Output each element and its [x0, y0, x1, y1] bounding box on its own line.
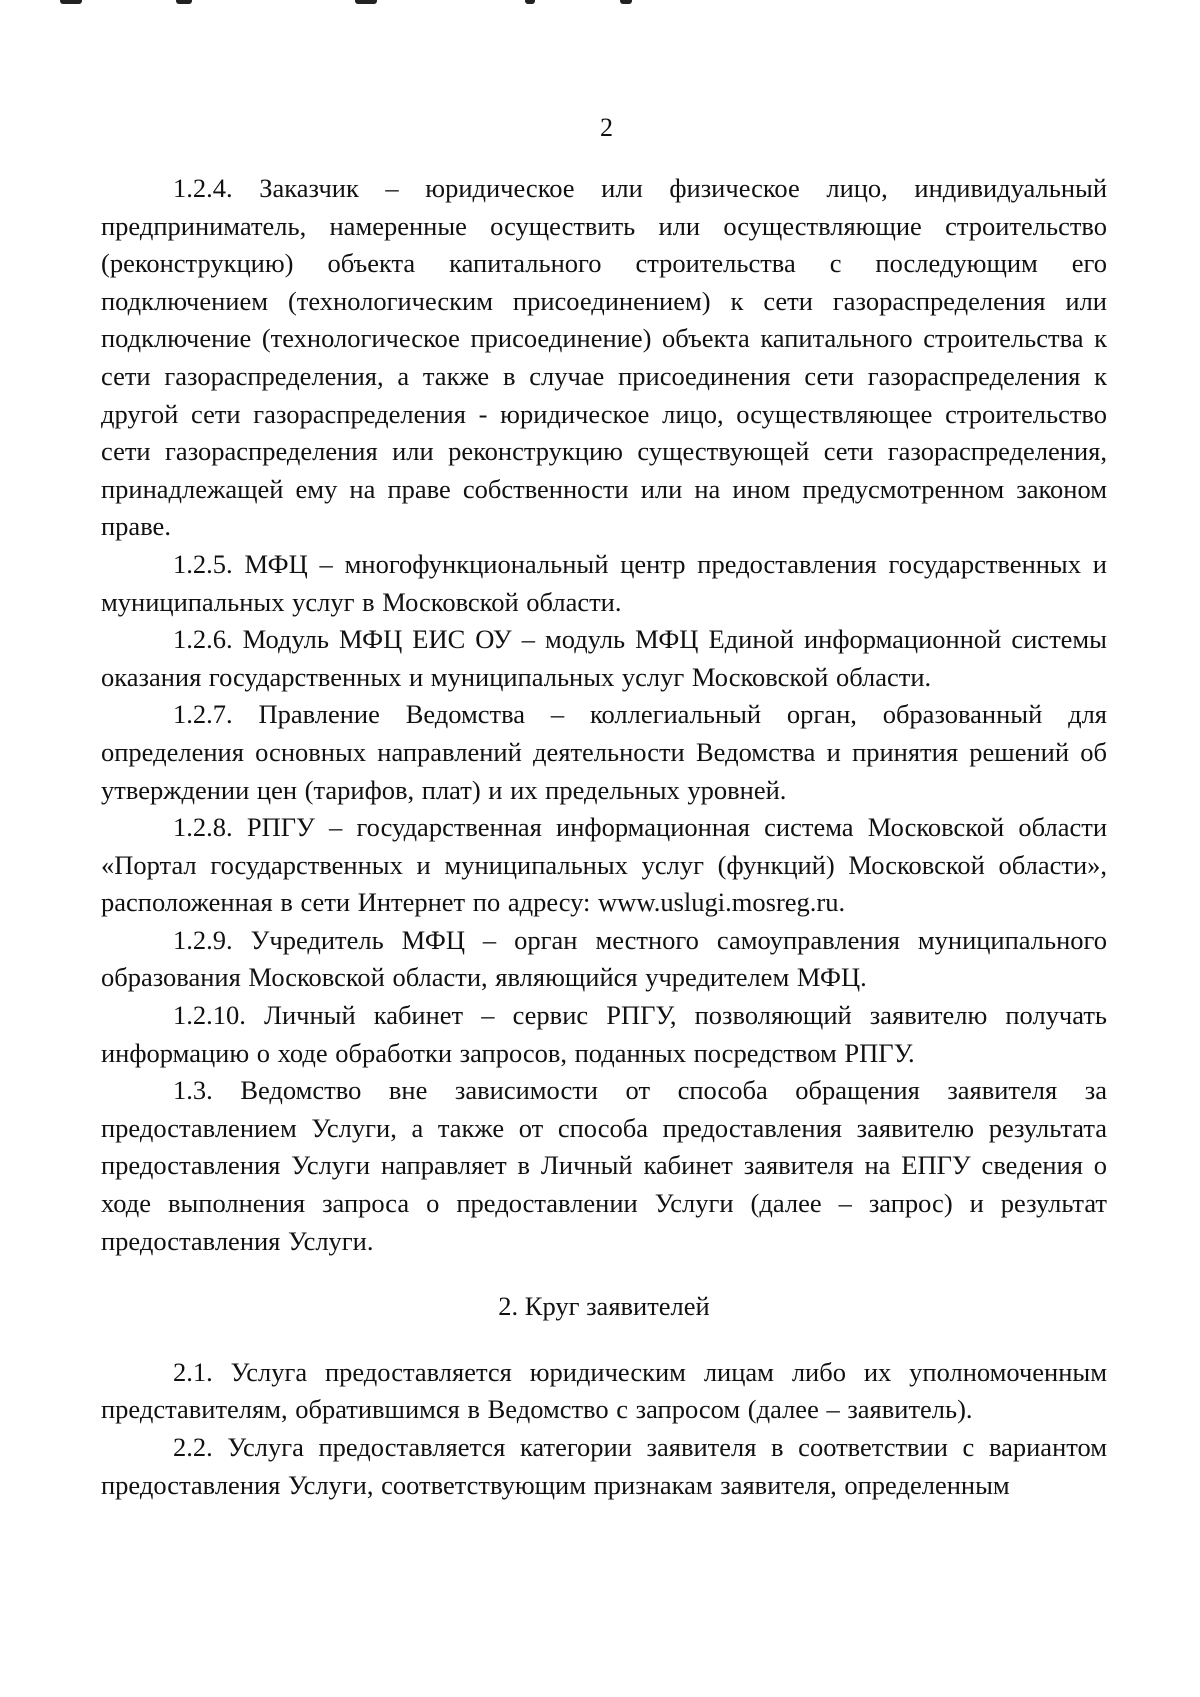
paragraph-1-2-10: 1.2.10. Личный кабинет – сервис РПГУ, позволяющий заявителю получать информацию о ходе обработки запросов, поданных посредством РПГУ. — [101, 1000, 1107, 1068]
paragraph-1-2-9: 1.2.9. Учредитель МФЦ – орган местного самоуправления муниципального образования Московской области, являющийся учредителем МФЦ. — [101, 924, 1107, 993]
paragraph-1-2-4: 1.2.4. Заказчик – юридическое или физическое лицо, индивидуальный предприниматель, намеренные осуществить или осуществляющие строительство (реконструкцию) объекта капитального строительства с последующим его подключением (технологическим присоединением) к сети газораспределения или подключение (технологическое присоединение) объекта капитального строительства к сети газораспределения, а также в случае присоединения сети газораспределения к другой сети газораспределения - юридическое лицо, осуществляющее строительство сети газораспределения или реконструкцию существующей сети газораспределения, принадлежащей ему на праве собственности или на ином предусмотренном законом праве. — [101, 173, 1107, 542]
paragraph-1-2-5: 1.2.5. МФЦ – многофункциональный центр предоставления государственных и муниципальных услуг в Московской области. — [101, 548, 1107, 617]
page-number: 2 — [600, 113, 613, 142]
scan-edge-marks — [60, 0, 660, 6]
paragraph-1-2-7: 1.2.7. Правление Ведомства – коллегиальный орган, образованный для определения основных направлений деятельности Ведомства и принятия решений об утверждении цен (тарифов, плат) и их предельных уровней. — [101, 699, 1107, 805]
paragraph-1-2-8: 1.2.8. РПГУ – государственная информационная система Московской области «Портал государственных и муниципальных услуг (функций) Московской области», расположенная в сети Интернет по адресу: www.uslugi.mosreg.ru. — [101, 812, 1107, 918]
paragraph-2-1: 2.1. Услуга предоставляется юридическим лицам либо их уполномоченным представителям, обратившимся в Ведомство с запросом (далее – заявитель). — [101, 1356, 1107, 1425]
paragraph-1-3: 1.3. Ведомство вне зависимости от способа обращения заявителя за предоставлением Услуги, а также от способа предоставления заявителю результата предоставления Услуги направляет в Личный кабинет заявителя на ЕПГУ сведения о ходе выполнения запроса о предоставлении Услуги (далее – запрос) и результат предоставления Услуги. — [101, 1075, 1107, 1256]
document-body — [101, 170, 1107, 1504]
section-heading: 2. Круг заявителей — [498, 1291, 710, 1322]
paragraph-1-2-6: 1.2.6. Модуль МФЦ ЕИС ОУ – модуль МФЦ Единой информационной системы оказания государственных и муниципальных услуг Московской области. — [101, 624, 1107, 692]
paragraph-2-2: 2.2. Услуга предоставляется категории заявителя в соответствии с вариантом предоставления Услуги, соответствующим признакам заявителя, определенным — [101, 1432, 1107, 1500]
